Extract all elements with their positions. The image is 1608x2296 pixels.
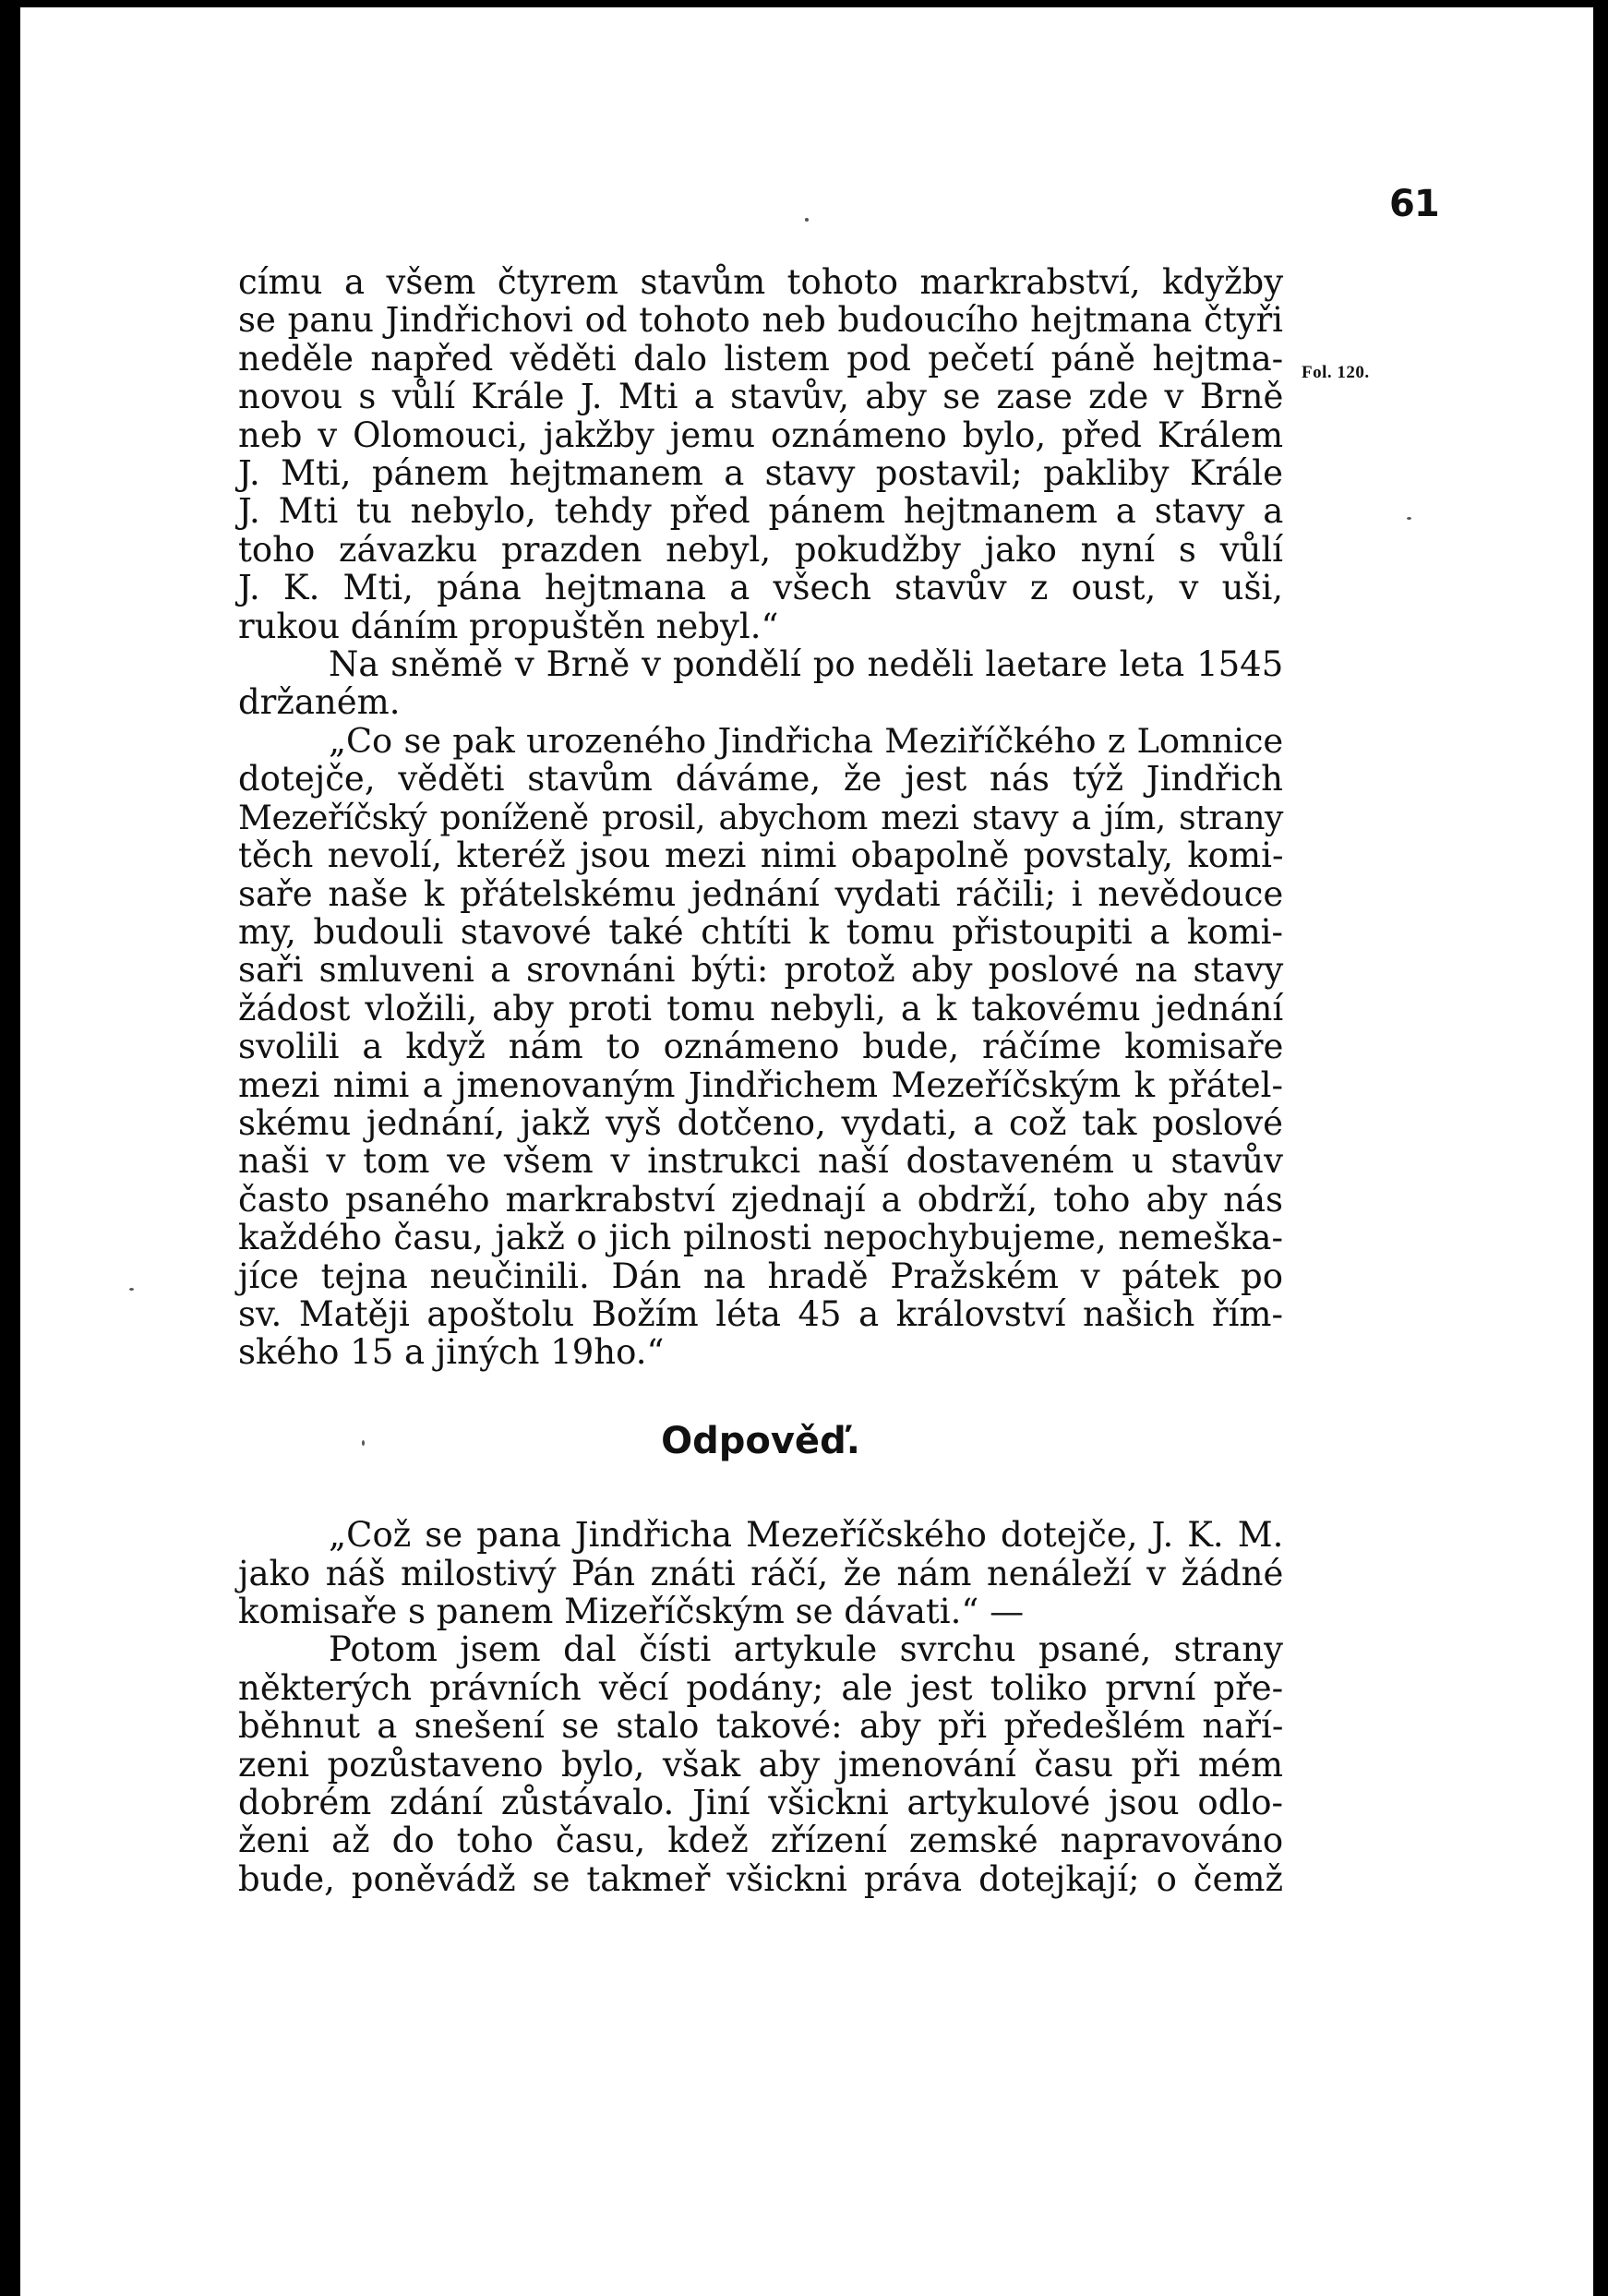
scan-speck [1407,517,1411,520]
text-line: rukou dáním propuštěn nebyl.“ [238,606,779,646]
text-line: címu a všem čtyrem stavům tohoto markrabství, kdyžby [238,262,1284,302]
text-line: držaném. [238,682,401,723]
text-line: jíce tejna neučinili. Dán na hradě Pražském v pátek po [238,1256,1284,1296]
page-number: 61 [1389,183,1439,225]
text-line: žádost vložili, aby proti tomu nebyli, a k takovému jednání [238,988,1284,1028]
text-line: J. Mti tu nebylo, tehdy před pánem hejtmanem a stavy a [238,491,1284,532]
text-line: novou s vůlí Krále J. Mti a stavův, aby se zase zde v Brně [238,377,1284,417]
text-line: ského 15 a jiných 19ho.“ [238,1332,665,1373]
text-line: „Což se pana Jindřicha Mezeříčského dotejče, J. K. M. [329,1515,1284,1556]
text-line: sv. Matěji apoštolu Božím léta 45 a království našich řím- [238,1293,1283,1334]
text-line: Na sněmě v Brně v pondělí po neděli laetare leta 1545 [329,644,1284,685]
text-line: dobrém zdání zůstávalo. Jiní všickni artykulové jsou odlo- [238,1783,1283,1823]
scan-speck [805,218,809,222]
text-line: komisaře s panem Mizeříčským se dávati.“ — [238,1592,1025,1631]
paragraph-block5 [238,1630,1283,1898]
text-line: naši v tom ve všem v instrukci naší dostaveném u stavův [238,1141,1283,1182]
text-line: neb v Olomouci, jakžby jemu oznámeno bylo, před Králem [238,415,1284,455]
text-line: saře naše k přátelskému jednání vydati ráčili; i nevědouce [238,873,1284,914]
text-line: běhnut a snešení se stalo takové: aby při předešlém naří- [238,1706,1284,1747]
text-line: toho závazku prazden nebyl, pokudžby jako nyní s vůlí [238,529,1283,570]
text-line: J. K. Mti, pána hejtmana a všech stavův z oust, v uši, [238,568,1284,608]
text-line: Mezeříčský poníženě prosil, abychom mezi stavy a jím, strany [238,797,1283,837]
text-line: ženi až do toho času, kdež zřízení zemské napravováno [238,1821,1284,1861]
text-line: každého času, jakž o jich pilnosti nepochybujeme, nemeška- [238,1218,1283,1258]
text-line: bude, poněvádž se takmeř všickni práva dotejkají; o čemž [238,1858,1283,1899]
text-line: těch nevolí, kteréž jsou mezi nimi obapolně povstaly, komi- [238,835,1284,876]
scan-border-left [0,0,20,2296]
text-line: svolili a když nám to oznámeno bude, ráčíme komisaře [238,1027,1284,1067]
paragraph-block4 [238,1516,1283,1630]
scan-speck [362,1440,365,1446]
scan-border-top [0,0,1608,7]
scan-speck [129,1288,134,1291]
text-line: zeni pozůstaveno bylo, však aby jmenování času při mém [238,1744,1283,1785]
text-line: mezi nimi a jmenovaným Jindřichem Mezeříčským k přátel- [238,1064,1283,1105]
text-line: neděle napřed věděti dalo listem pod pečetí páně hejtma- [238,338,1284,379]
paragraph-block2 [238,645,1283,722]
main-text-column [238,263,1283,1898]
text-line: „Co se pak urozeného Jindřicha Meziříčkého z Lomnice [329,720,1283,761]
paragraph-block1 [238,263,1283,645]
text-line: J. Mti, pánem hejtmanem a stavy postavil; pakliby Krále [238,453,1283,494]
text-line: Potom jsem dal čísti artykule svrchu psané, strany [329,1629,1283,1670]
text-line: se panu Jindřichovi od tohoto neb budoucího hejtmana čtyři [238,300,1283,341]
text-line: dotejče, věděti stavům dáváme, že jest nás týž Jindřich [238,759,1283,799]
text-line: některých právních věcí podány; ale jest toliko první pře- [238,1667,1284,1708]
section-heading: Odpověď. [661,1419,860,1462]
text-line: skému jednání, jakž vyš dotčeno, vydati, a což tak poslové [238,1102,1283,1143]
text-line: saři smluveni a srovnáni býti: protož aby poslové na stavy [238,950,1284,991]
text-line: my, budouli stavové také chtíti k tomu přistoupiti a komi- [238,911,1283,952]
paragraph-block3 [238,722,1283,1372]
margin-note-folio: Fol. 120. [1302,363,1370,382]
text-line: často psaného markrabství zjednají a obdrží, toho aby nás [238,1179,1283,1220]
text-line: jako náš milostivý Pán znáti ráčí, že nám nenáleží v žádné [238,1553,1284,1593]
scan-border-right [1593,0,1608,2296]
